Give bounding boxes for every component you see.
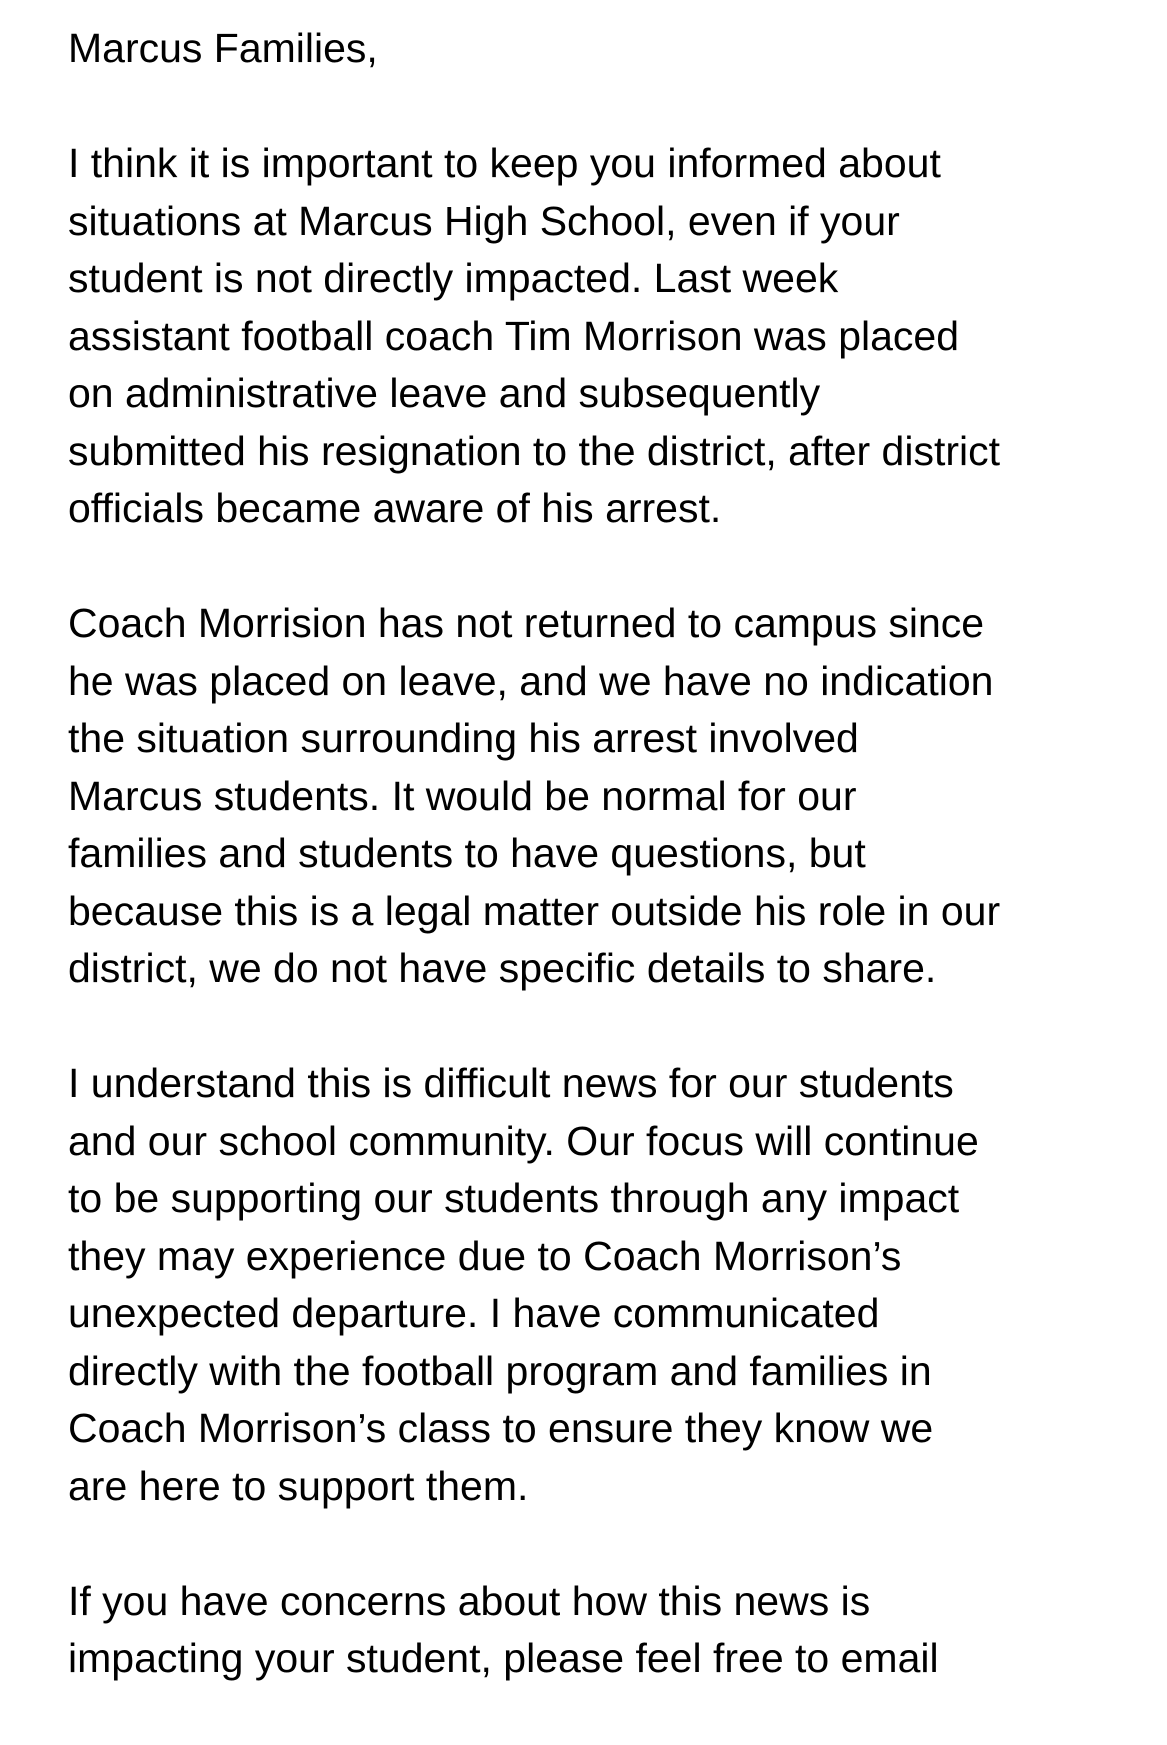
paragraph-line: he was placed on leave, and we have no indication bbox=[68, 657, 994, 704]
paragraph-line: student is not directly impacted. Last week bbox=[68, 255, 839, 301]
greeting-line: Marcus Families, bbox=[68, 25, 378, 71]
paragraph-line: families and students to have questions, but bbox=[68, 830, 866, 876]
paragraph-line: Coach Morrision has not returned to campus since bbox=[68, 600, 985, 646]
paragraph-line: Marcus students. It would be normal for our bbox=[68, 772, 857, 819]
paragraph-2 bbox=[68, 595, 1128, 998]
paragraph-line: on administrative leave and subsequently bbox=[68, 370, 821, 416]
paragraph-line: I understand this is difficult news for our students bbox=[68, 1060, 954, 1106]
paragraph-line: assistant football coach Tim Morrison was placed bbox=[68, 312, 960, 359]
paragraph-line: impacting your student, please feel free to email bbox=[68, 1635, 939, 1681]
paragraph-line: submitted his resignation to the district, after district bbox=[68, 427, 1001, 474]
paragraph-line: the situation surrounding his arrest involved bbox=[68, 715, 859, 761]
greeting-paragraph bbox=[68, 20, 1128, 78]
paragraph-line: If you have concerns about how this news is bbox=[68, 1577, 871, 1624]
paragraph-line: are here to support them. bbox=[68, 1462, 529, 1509]
paragraph-line: directly with the football program and families in bbox=[68, 1347, 932, 1394]
paragraph-line: because this is a legal matter outside his role in our bbox=[68, 887, 1001, 934]
paragraph-line: unexpected departure. I have communicated bbox=[68, 1290, 880, 1336]
paragraph-line: to be supporting our students through any impact bbox=[68, 1175, 960, 1221]
paragraph-line: district, we do not have specific details to share. bbox=[68, 945, 937, 991]
paragraph-3 bbox=[68, 1055, 1128, 1515]
paragraph-4 bbox=[68, 1573, 1128, 1688]
paragraph-line: I think it is important to keep you informed about bbox=[68, 140, 941, 186]
paragraph-line: officials became aware of his arrest. bbox=[68, 485, 722, 531]
paragraph-line: situations at Marcus High School, even if your bbox=[68, 197, 900, 244]
letter-body bbox=[68, 20, 1128, 1745]
paragraph-line: Coach Morrison’s class to ensure they know we bbox=[68, 1405, 934, 1451]
paragraph-line: they may experience due to Coach Morrison’s bbox=[68, 1232, 902, 1279]
paragraph-1 bbox=[68, 135, 1128, 538]
paragraph-line: and our school community. Our focus will continue bbox=[68, 1117, 979, 1164]
